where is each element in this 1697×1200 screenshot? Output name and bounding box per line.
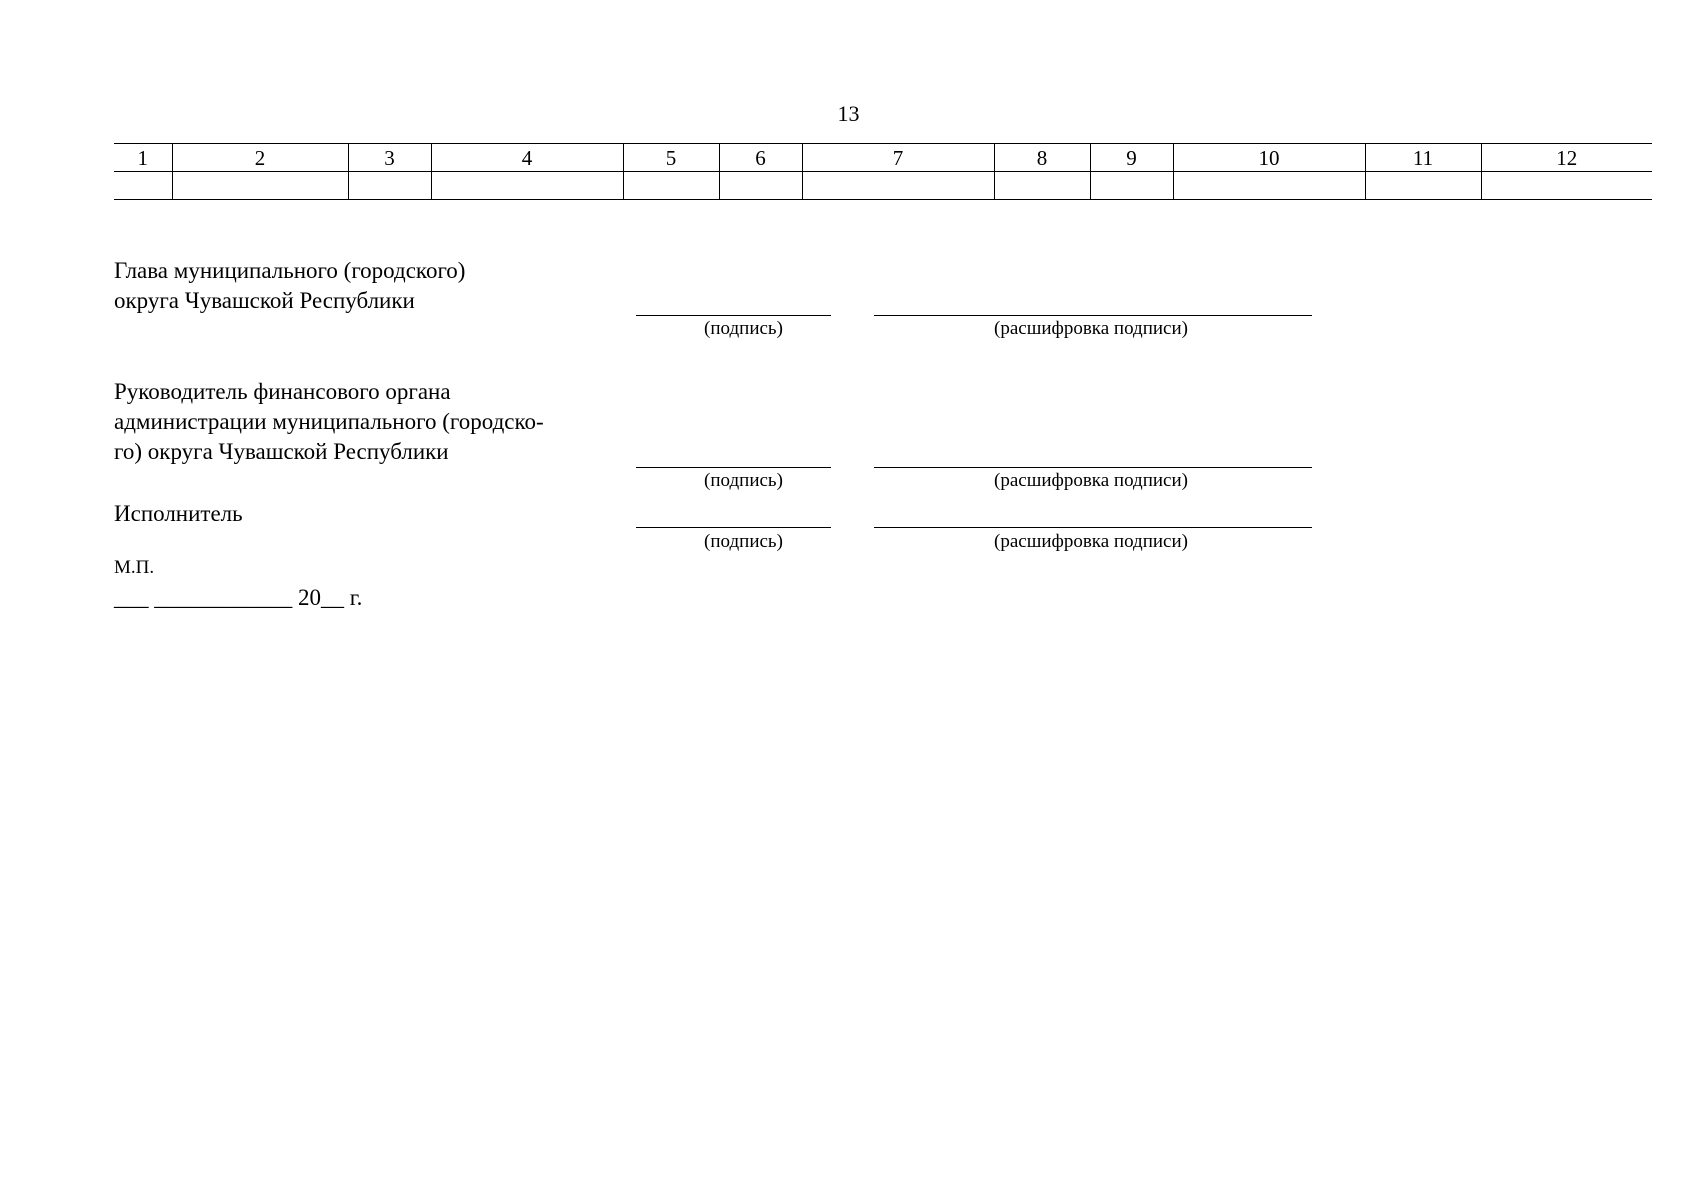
table-header-cell: 5: [623, 144, 719, 172]
signature-caption: (подпись): [704, 470, 783, 491]
table-header-cell: 1: [114, 144, 172, 172]
signature-decode-line: [874, 315, 1312, 316]
signatory-title-line: округа Чувашской Республики: [114, 288, 415, 313]
signature-line: [636, 467, 831, 468]
table-header-cell: 2: [172, 144, 348, 172]
table-cell: [719, 172, 802, 200]
columns-table: [114, 143, 1652, 200]
table-cell: [802, 172, 994, 200]
table-cell: [1481, 172, 1652, 200]
table-header-cell: 7: [802, 144, 994, 172]
signatory-title-line: Руководитель финансового органа: [114, 379, 451, 404]
signatory-title-head: [114, 256, 465, 316]
table-cell: [994, 172, 1090, 200]
table-cell: [431, 172, 623, 200]
table-header-row: [114, 144, 1652, 172]
signatory-title-executor: [114, 499, 243, 529]
signature-line: [636, 527, 831, 528]
page-number: 13: [837, 101, 860, 126]
signature-line: [636, 315, 831, 316]
table-row: [114, 172, 1652, 200]
signatory-title-line: Глава муниципального (городского): [114, 258, 466, 283]
signature-decode-line: [874, 527, 1312, 528]
signatory-title-line: го) округа Чувашской Республики: [114, 439, 449, 464]
table-cell: [623, 172, 719, 200]
table-header-cell: 8: [994, 144, 1090, 172]
table-cell: [1173, 172, 1365, 200]
signatory-title-line: Исполнитель: [114, 501, 243, 526]
table-header-cell: 9: [1090, 144, 1173, 172]
table-header-cell: 4: [431, 144, 623, 172]
signature-caption: (подпись): [704, 531, 783, 552]
table-cell: [114, 172, 172, 200]
table-header-cell: 11: [1365, 144, 1481, 172]
table-cell: [348, 172, 431, 200]
table-cell: [172, 172, 348, 200]
signature-decode-caption: (расшифровка подписи): [994, 318, 1188, 339]
stamp-label: М.П.: [114, 557, 155, 578]
signatory-title-line: администрации муниципального (городско-: [114, 409, 544, 434]
table-header-cell: 3: [348, 144, 431, 172]
signature-decode-line: [874, 467, 1312, 468]
table-cell: [1365, 172, 1481, 200]
signature-decode-caption: (расшифровка подписи): [994, 470, 1188, 491]
table-header-cell: 6: [719, 144, 802, 172]
date-line: ___ ____________ 20__ г.: [114, 585, 363, 610]
table-cell: [1090, 172, 1173, 200]
table-header-cell: 12: [1481, 144, 1652, 172]
signature-caption: (подпись): [704, 318, 783, 339]
signatory-title-finance: [114, 377, 544, 467]
signature-decode-caption: (расшифровка подписи): [994, 531, 1188, 552]
table-header-cell: 10: [1173, 144, 1365, 172]
